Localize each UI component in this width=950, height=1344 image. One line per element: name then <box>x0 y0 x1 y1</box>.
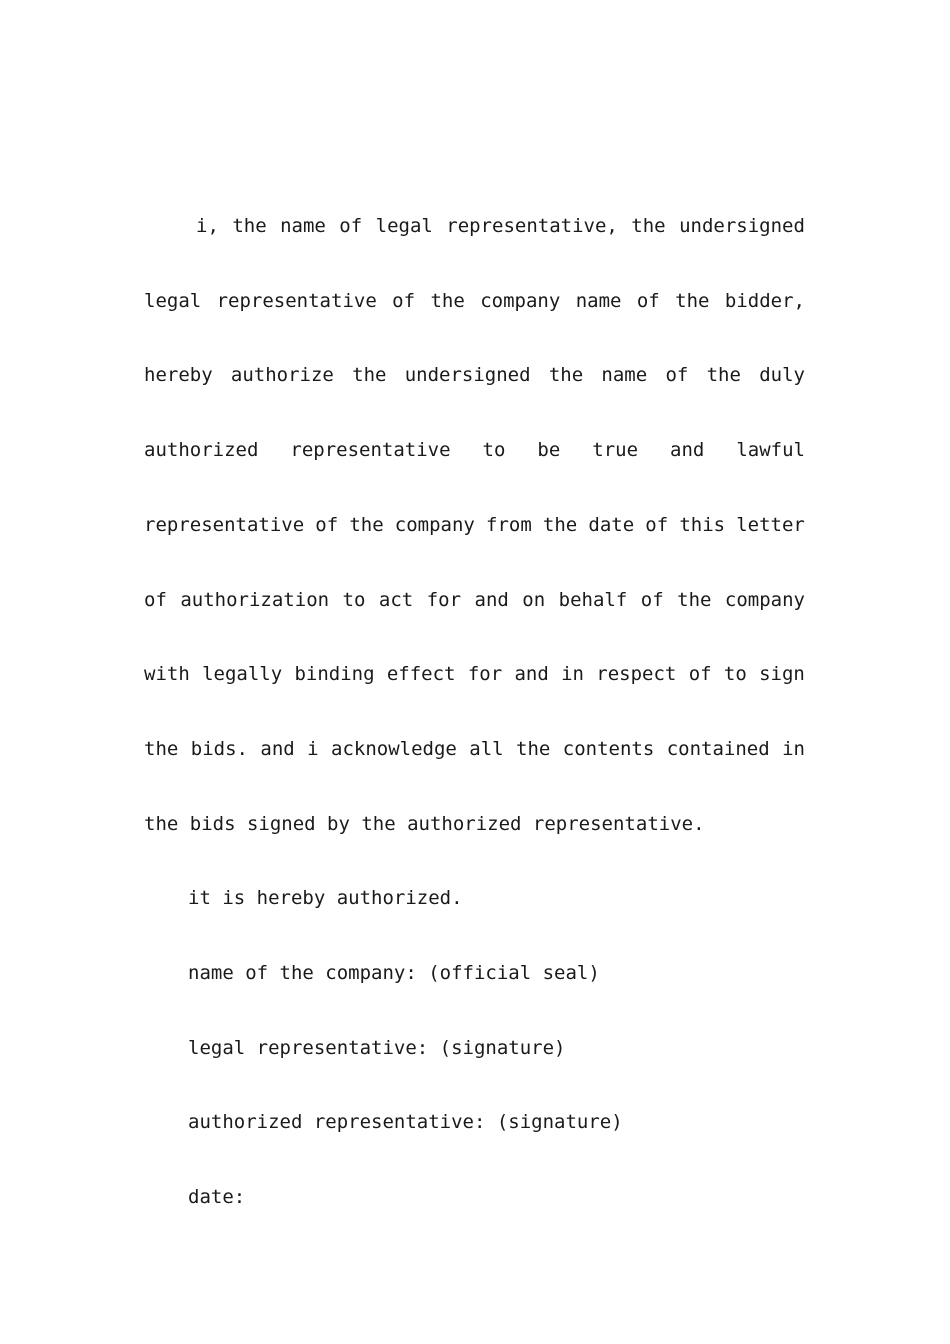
paragraph-line-6: of authorization to act for and on behalf of the company <box>144 589 805 611</box>
authorized-representative-field: authorized representative: (signature) <box>188 1111 623 1133</box>
paragraph-line-7: with legally binding effect for and in respect of to sign <box>144 663 805 685</box>
paragraph-line-8: the bids. and i acknowledge all the contents contained in <box>144 738 805 760</box>
paragraph-line-2: legal representative of the company name of the bidder, <box>144 290 805 312</box>
company-name-field: name of the company: (official seal) <box>188 962 600 984</box>
legal-representative-field: legal representative: (signature) <box>188 1037 566 1059</box>
paragraph-line-4: authorized representative to be true and lawful <box>144 439 805 461</box>
closing-statement: it is hereby authorized. <box>188 887 463 909</box>
paragraph-line-9: the bids signed by the authorized representative. <box>144 813 705 835</box>
paragraph-line-3: hereby authorize the undersigned the name of the duly <box>144 364 805 386</box>
paragraph-line-5: representative of the company from the date of this letter <box>144 514 805 536</box>
paragraph-line-1: i, the name of legal representative, the undersigned <box>196 215 805 237</box>
date-field: date: <box>188 1186 246 1208</box>
